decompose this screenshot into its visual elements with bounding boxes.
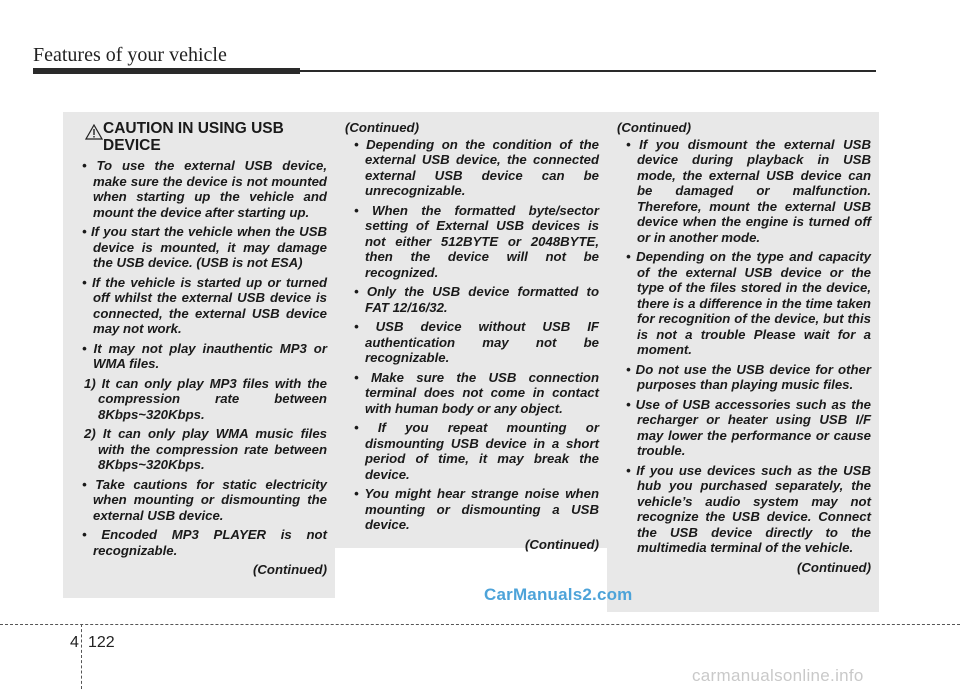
list-item: • If you start the vehicle when the USB device is mounted, it may damage the USB device. (USB is not ESA)	[73, 224, 327, 271]
continued-label: (Continued)	[797, 559, 871, 575]
watermark-logo[interactable]: CarManuals2.com	[484, 585, 633, 604]
list-item: • If you dismount the external USB device during playback in USB mode, the external USB device can be damaged or malfunction. Therefore, mount the external USB device when the engine is turned off or in another mode.	[617, 137, 871, 246]
caution-list-3	[617, 137, 871, 556]
site-watermark: carmanualsonline.info	[692, 666, 864, 685]
caution-column-2	[335, 112, 607, 552]
caution-column-3	[607, 112, 879, 612]
continued-heading: (Continued)	[617, 120, 691, 135]
sub-list	[73, 376, 327, 473]
caution-list-1	[73, 158, 327, 372]
list-item: • Depending on the condition of the external USB device, the connected external USB device can be unrecognizable.	[345, 137, 599, 199]
caution-title: CAUTION IN USING USB DEVICE	[103, 120, 284, 154]
continued-heading: (Continued)	[345, 120, 419, 135]
caution-heading	[73, 120, 327, 154]
header-bar	[33, 68, 300, 74]
list-item: • Depending on the type and capacity of the external USB device or the type of the files stored in the device, there is a difference in the time taken for recognition of the device, but this is not a trouble Please wait for a moment.	[617, 249, 871, 358]
list-item: • To use the external USB device, make sure the device is not mounted when starting up the vehicle and mount the device after starting up.	[73, 158, 327, 220]
list-item: • Only the USB device formatted to FAT 12/16/32.	[345, 284, 599, 315]
list-item: • You might hear strange noise when mounting or dismounting a USB device.	[345, 486, 599, 533]
list-item: • Take cautions for static electricity when mounting or dismounting the external USB device.	[73, 477, 327, 524]
caution-list-2	[345, 137, 599, 533]
list-item: • If the vehicle is started up or turned off whilst the external USB device is connected, the external USB device may not work.	[73, 275, 327, 337]
list-item: • USB device without USB IF authentication may not be recognizable.	[345, 319, 599, 366]
list-item: • When the formatted byte/sector setting of External USB devices is not either 512BYTE or 2048BYTE, then the device will not be recognized.	[345, 203, 599, 281]
list-item: • Encoded MP3 PLAYER is not recognizable.	[73, 527, 327, 558]
page-header-title: Features of your vehicle	[33, 44, 227, 66]
list-item: • Do not use the USB device for other purposes than playing music files.	[617, 362, 871, 393]
header-rule	[300, 70, 876, 72]
list-item: • Make sure the USB connection terminal does not come in contact with human body or any object.	[345, 370, 599, 417]
footer-rule	[0, 624, 960, 625]
footer-divider	[81, 624, 82, 689]
sub-list-item: 2) It can only play WMA music files with the compression rate between 8Kbps~320Kbps.	[84, 426, 327, 472]
caution-column-1	[63, 112, 335, 598]
continued-label: (Continued)	[525, 536, 599, 552]
list-item: • It may not play inauthentic MP3 or WMA files.	[73, 341, 327, 372]
list-item: • If you use devices such as the USB hub you purchased separately, the vehicle’s audio system may not recognize the USB device. Connect the USB device directly to the multimedia terminal of the vehicle.	[617, 463, 871, 556]
caution-list-1b	[73, 477, 327, 559]
list-item: • If you repeat mounting or dismounting USB device in a short period of time, it may break the device.	[345, 420, 599, 482]
chapter-number: 4	[70, 634, 79, 651]
page-number: 122	[88, 634, 115, 651]
warning-triangle-icon	[85, 124, 103, 140]
continued-label: (Continued)	[253, 562, 327, 577]
list-item: • Use of USB accessories such as the recharger or heater using USB I/F may lower the performance or cause trouble.	[617, 397, 871, 459]
sub-list-item: 1) It can only play MP3 files with the compression rate between 8Kbps~320Kbps.	[84, 375, 327, 422]
